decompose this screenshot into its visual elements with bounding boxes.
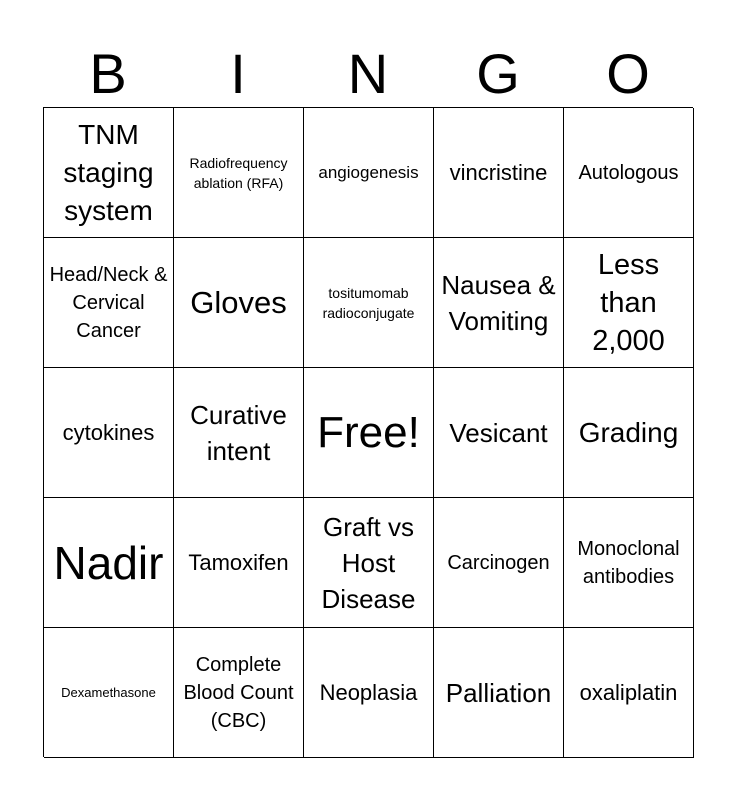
bingo-cell[interactable] — [564, 498, 694, 628]
bingo-cell[interactable] — [44, 368, 174, 498]
cell-label: Grading — [578, 416, 679, 448]
bingo-cell[interactable] — [174, 498, 304, 628]
bingo-cell[interactable] — [434, 628, 564, 758]
bingo-cell[interactable] — [564, 628, 694, 758]
cell-label: vincristine — [449, 159, 548, 185]
bingo-cell[interactable] — [44, 628, 174, 758]
bingo-cell[interactable] — [304, 498, 434, 628]
bingo-board — [43, 107, 693, 757]
header-letter-o: O — [606, 42, 650, 105]
bingo-cell[interactable] — [564, 108, 694, 238]
bingo-cell[interactable] — [174, 238, 304, 368]
cell-label: Nausea & Vomiting — [441, 269, 556, 336]
cell-label: Vesicant — [449, 417, 548, 448]
cell-label: Radiofrequency ablation (RFA) — [189, 154, 288, 191]
bingo-cell[interactable] — [44, 238, 174, 368]
cell-label: Graft vs Host Disease — [321, 511, 416, 614]
bingo-cell[interactable] — [174, 108, 304, 238]
header-letter-n: N — [347, 42, 389, 105]
cell-label: Curative intent — [190, 399, 287, 466]
cell-label: TNM staging system — [63, 118, 154, 226]
bingo-cell[interactable] — [434, 498, 564, 628]
cell-label: Head/Neck & Cervical Cancer — [49, 263, 168, 342]
header-letter-i: I — [230, 42, 246, 105]
cell-label: Monoclonal antibodies — [577, 537, 680, 588]
cell-label: Complete Blood Count (CBC) — [183, 653, 294, 732]
cell-label: Dexamethasone — [61, 684, 156, 700]
bingo-header — [43, 40, 693, 108]
cell-label: oxaliplatin — [579, 679, 678, 705]
bingo-cell[interactable] — [44, 498, 174, 628]
bingo-cell[interactable] — [434, 108, 564, 238]
cell-label: Autologous — [578, 161, 679, 184]
bingo-cell[interactable] — [304, 238, 434, 368]
bingo-cell[interactable] — [304, 108, 434, 238]
cell-label: Less than 2,000 — [592, 248, 665, 357]
cell-label: Neoplasia — [319, 679, 418, 705]
cell-label: Tamoxifen — [188, 549, 289, 575]
cell-label: Gloves — [190, 284, 287, 320]
free-space-cell[interactable] — [304, 368, 434, 498]
bingo-cell[interactable] — [304, 628, 434, 758]
bingo-cell[interactable] — [44, 108, 174, 238]
bingo-cell[interactable] — [564, 238, 694, 368]
bingo-cell[interactable] — [564, 368, 694, 498]
header-letter-b: B — [89, 42, 127, 105]
bingo-cell[interactable] — [434, 238, 564, 368]
cell-label: angiogenesis — [318, 163, 419, 182]
cell-label: cytokines — [62, 419, 155, 445]
cell-label: Nadir — [53, 536, 164, 589]
bingo-cell[interactable] — [434, 368, 564, 498]
bingo-cell[interactable] — [174, 628, 304, 758]
bingo-cell[interactable] — [174, 368, 304, 498]
free-space-label: Free! — [317, 407, 420, 457]
cell-label: Carcinogen — [447, 551, 550, 574]
cell-label: tositumomab radioconjugate — [322, 284, 415, 321]
cell-label: Palliation — [445, 677, 552, 708]
header-letter-g: G — [476, 42, 520, 105]
